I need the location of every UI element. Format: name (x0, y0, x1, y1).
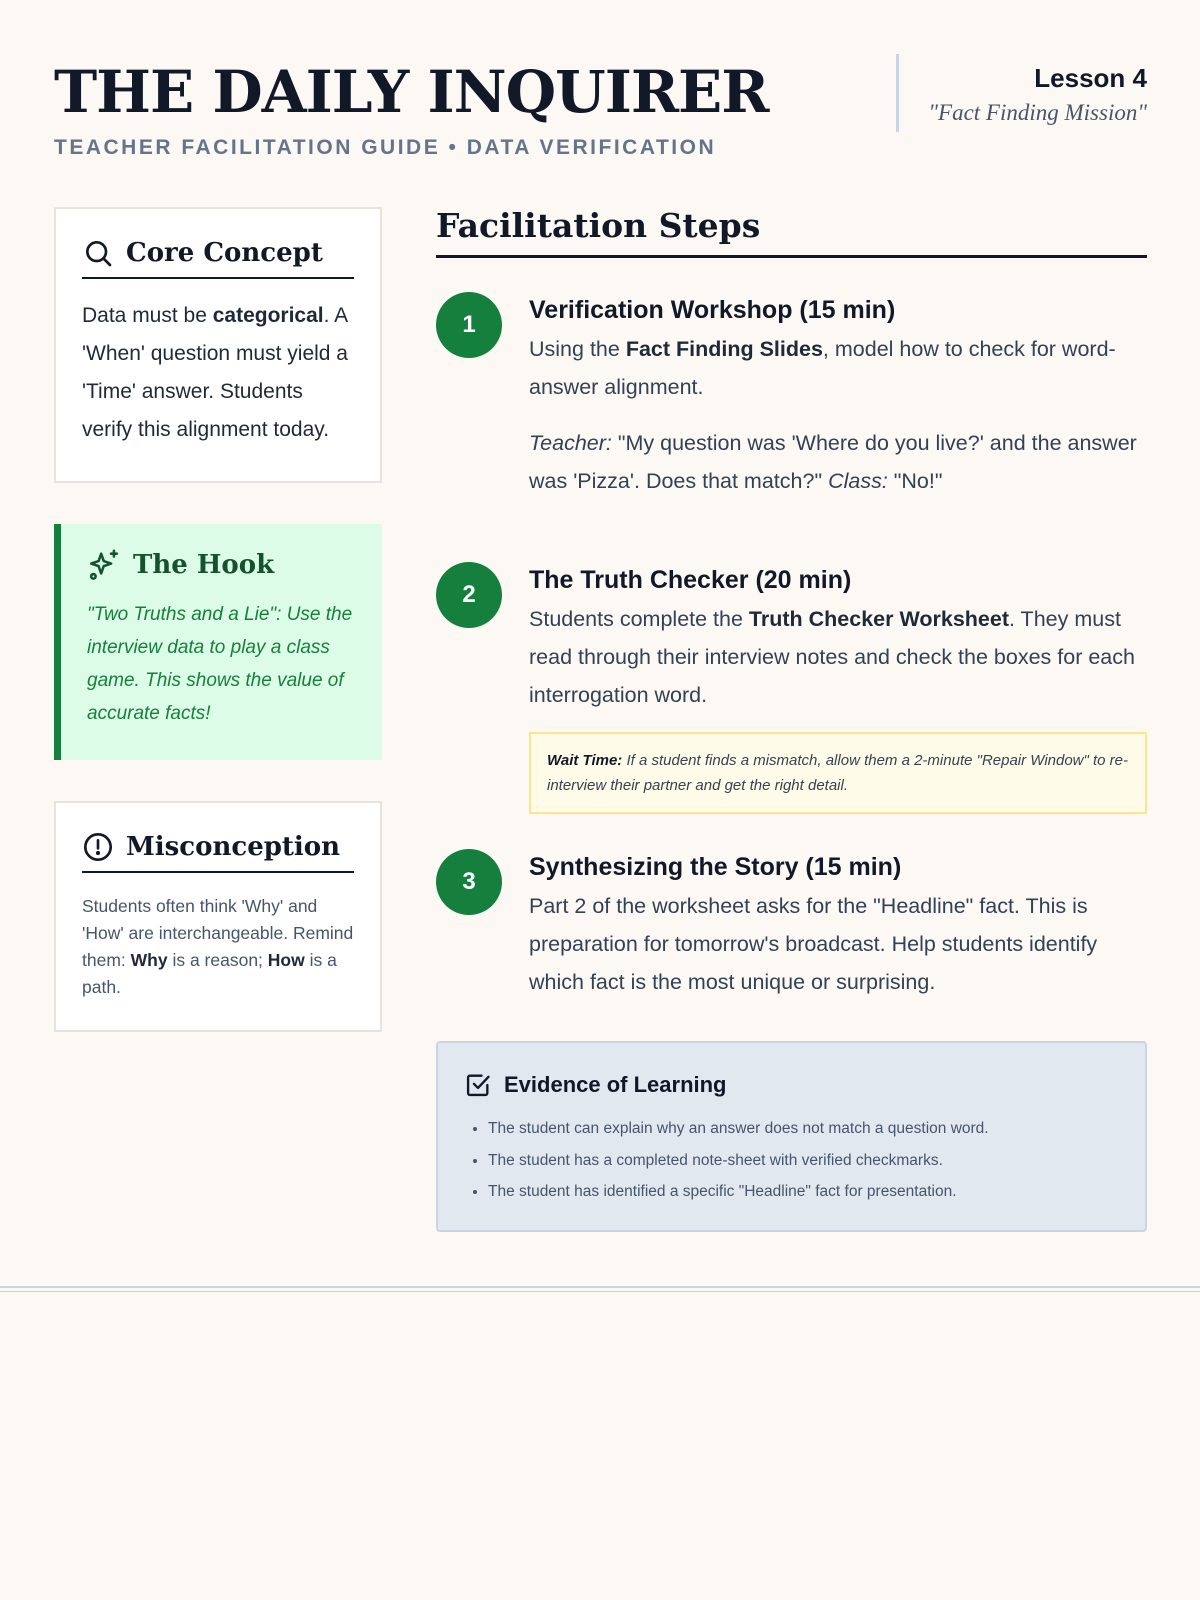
step-content (529, 849, 1147, 1001)
step-heading: Verification Workshop (15 min) (529, 296, 896, 324)
masthead-subtitle: TEACHER FACILITATION GUIDE • DATA VERIFICATION (54, 136, 717, 159)
step-text: Students complete the Truth Checker Worksheet. They must read through their interview notes and check the boxes for each interrogation word. (529, 607, 1135, 707)
masthead-title: THE DAILY INQUIRER (54, 58, 769, 126)
evidence-of-learning-box (436, 1041, 1147, 1232)
hook-title: The Hook (133, 550, 275, 580)
step-number-badge: 1 (436, 292, 502, 358)
sparkle-icon (87, 548, 121, 582)
step-number-badge: 2 (436, 562, 502, 628)
core-concept-title: Core Concept (126, 238, 323, 268)
evidence-list (464, 1113, 1119, 1208)
footer-divider (0, 1291, 1200, 1292)
step-number-badge: 3 (436, 849, 502, 915)
lesson-number: Lesson 4 (1034, 63, 1147, 93)
hook-card (54, 524, 382, 760)
evidence-item: • The student has a completed note-sheet with verified checkmarks. (488, 1145, 1119, 1177)
evidence-item: • The student has identified a specific "Headline" fact for presentation. (488, 1176, 1119, 1208)
step-text: Using the Fact Finding Slides, model how to check for word-answer alignment. (529, 337, 1116, 399)
hook-header (87, 548, 356, 582)
facilitation-steps-title: Facilitation Steps (436, 206, 1147, 258)
evidence-header (464, 1071, 1119, 1099)
step-heading: Synthesizing the Story (15 min) (529, 853, 902, 881)
misconception-card (54, 801, 382, 1032)
misconception-title: Misconception (126, 832, 341, 862)
check-square-icon (464, 1071, 492, 1099)
lesson-info (896, 54, 1147, 132)
core-concept-header (82, 237, 354, 279)
misconception-text: Students often think 'Why' and 'How' are interchangeable. Remind them: Why is a reason; How is a path. (82, 896, 354, 997)
evidence-title: Evidence of Learning (504, 1072, 727, 1097)
step-text: Part 2 of the worksheet asks for the "Headline" fact. This is preparation for tomorrow's broadcast. Help students identify which fact is the most unique or surprising. (529, 894, 1098, 994)
evidence-item: • The student can explain why an answer does not match a question word. (488, 1113, 1119, 1145)
step-dialogue: Teacher: "My question was 'Where do you live?' and the answer was 'Pizza'. Does that match?" Class: "No!" (529, 431, 1137, 493)
alert-circle-icon (82, 831, 114, 863)
footer-divider (0, 1286, 1200, 1288)
wait-time-note: Wait Time: If a student finds a mismatch, allow them a 2-minute "Repair Window" to re-interview their partner and get the right detail. (529, 732, 1147, 814)
step-content (529, 562, 1147, 814)
hook-text: "Two Truths and a Lie": Use the interview data to play a class game. This shows the value of accurate facts! (87, 604, 353, 724)
core-concept-text: Data must be categorical. A 'When' question must yield a 'Time' answer. Students verify this alignment today. (82, 304, 348, 441)
step-heading: The Truth Checker (20 min) (529, 566, 852, 594)
page-header (54, 52, 1147, 172)
step-content (529, 292, 1147, 500)
core-concept-card (54, 207, 382, 483)
lesson-title: "Fact Finding Mission" (928, 100, 1147, 125)
misconception-header (82, 831, 354, 873)
search-icon (82, 237, 114, 269)
